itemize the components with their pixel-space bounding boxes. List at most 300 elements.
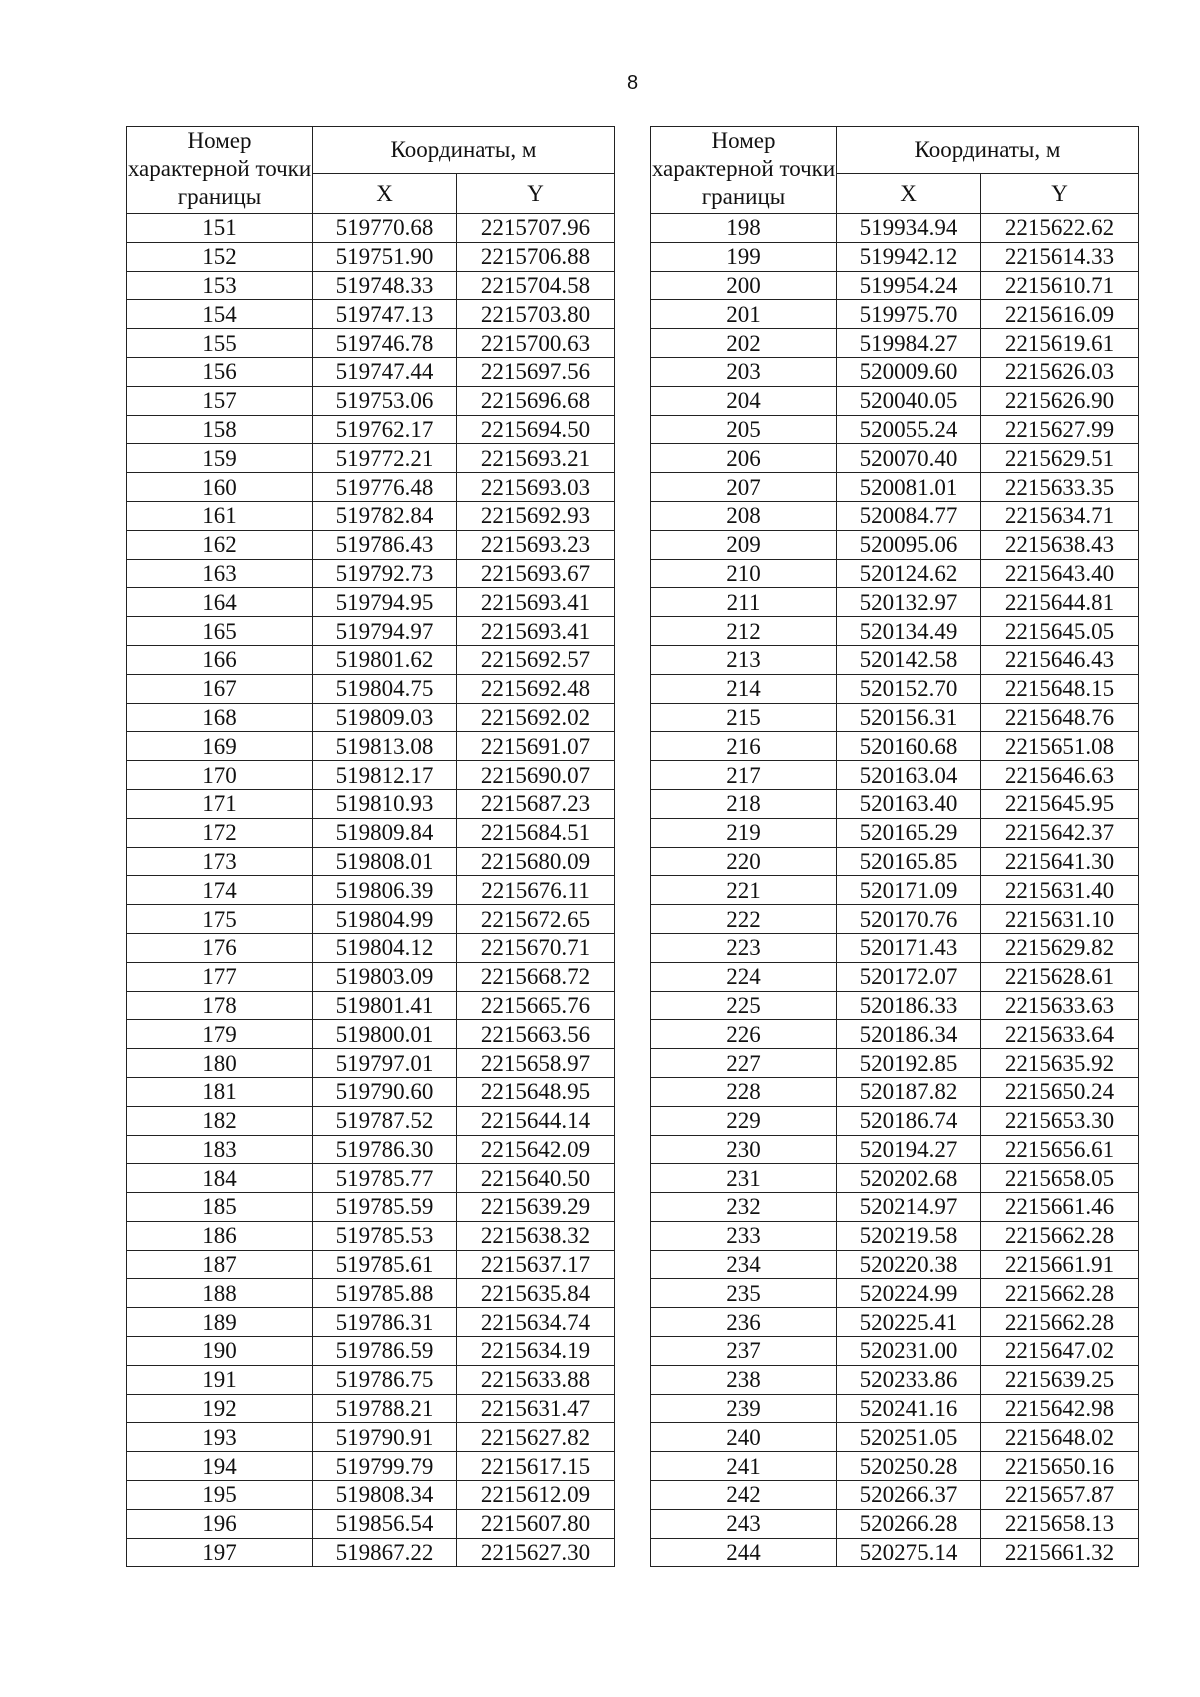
x-coordinate-cell: 519786.75 xyxy=(313,1365,457,1394)
x-coordinate-cell: 519867.22 xyxy=(313,1538,457,1567)
point-number-cell: 153 xyxy=(127,271,313,300)
y-coordinate-cell: 2215619.61 xyxy=(981,329,1139,358)
x-coordinate-cell: 520233.86 xyxy=(837,1365,981,1394)
point-number-cell: 161 xyxy=(127,501,313,530)
x-coordinate-cell: 520186.33 xyxy=(837,991,981,1020)
table-row xyxy=(651,761,1139,790)
y-coordinate-cell: 2215639.29 xyxy=(457,1193,615,1222)
table-row xyxy=(651,1279,1139,1308)
y-coordinate-cell: 2215658.97 xyxy=(457,1049,615,1078)
y-header: Y xyxy=(981,173,1139,213)
point-number-cell: 236 xyxy=(651,1308,837,1337)
table-row xyxy=(651,1077,1139,1106)
y-coordinate-cell: 2215693.03 xyxy=(457,473,615,502)
x-coordinate-cell: 519785.53 xyxy=(313,1221,457,1250)
point-number-cell: 229 xyxy=(651,1106,837,1135)
table-row xyxy=(127,357,615,386)
x-coordinate-cell: 519772.21 xyxy=(313,444,457,473)
point-number-cell: 220 xyxy=(651,847,837,876)
point-number-cell: 159 xyxy=(127,444,313,473)
table-row xyxy=(651,645,1139,674)
y-coordinate-cell: 2215642.37 xyxy=(981,818,1139,847)
table-row xyxy=(651,1337,1139,1366)
point-number-cell: 210 xyxy=(651,559,837,588)
x-coordinate-cell: 520132.97 xyxy=(837,588,981,617)
x-coordinate-cell: 520163.40 xyxy=(837,789,981,818)
table-row xyxy=(127,905,615,934)
point-number-cell: 186 xyxy=(127,1221,313,1250)
x-coordinate-cell: 519975.70 xyxy=(837,300,981,329)
x-coordinate-cell: 519770.68 xyxy=(313,214,457,243)
y-coordinate-cell: 2215661.46 xyxy=(981,1193,1139,1222)
table-row xyxy=(127,1337,615,1366)
table-row xyxy=(651,386,1139,415)
y-coordinate-cell: 2215644.14 xyxy=(457,1106,615,1135)
point-number-cell: 185 xyxy=(127,1193,313,1222)
y-coordinate-cell: 2215607.80 xyxy=(457,1509,615,1538)
table-row xyxy=(127,1221,615,1250)
x-coordinate-cell: 519801.41 xyxy=(313,991,457,1020)
y-coordinate-cell: 2215657.87 xyxy=(981,1481,1139,1510)
table-row xyxy=(651,789,1139,818)
y-header: Y xyxy=(457,173,615,213)
x-coordinate-cell: 519934.94 xyxy=(837,214,981,243)
y-coordinate-cell: 2215650.24 xyxy=(981,1077,1139,1106)
point-number-cell: 197 xyxy=(127,1538,313,1567)
point-number-cell: 164 xyxy=(127,588,313,617)
x-coordinate-cell: 520231.00 xyxy=(837,1337,981,1366)
table-row xyxy=(651,847,1139,876)
table-row xyxy=(651,1452,1139,1481)
table-row xyxy=(127,1193,615,1222)
point-number-cell: 239 xyxy=(651,1394,837,1423)
table-row xyxy=(651,214,1139,243)
table-row xyxy=(127,1250,615,1279)
point-number-cell: 173 xyxy=(127,847,313,876)
point-number-cell: 217 xyxy=(651,761,837,790)
table-row xyxy=(127,329,615,358)
y-coordinate-cell: 2215651.08 xyxy=(981,732,1139,761)
x-coordinate-cell: 519747.44 xyxy=(313,357,457,386)
table-row xyxy=(651,1394,1139,1423)
table-row xyxy=(651,1250,1139,1279)
x-header: X xyxy=(313,173,457,213)
table-row xyxy=(651,415,1139,444)
y-coordinate-cell: 2215658.05 xyxy=(981,1164,1139,1193)
table-body-left xyxy=(127,214,615,1567)
x-coordinate-cell: 520171.09 xyxy=(837,876,981,905)
y-coordinate-cell: 2215656.61 xyxy=(981,1135,1139,1164)
table-row xyxy=(651,1135,1139,1164)
point-number-cell: 244 xyxy=(651,1538,837,1567)
y-coordinate-cell: 2215661.32 xyxy=(981,1538,1139,1567)
point-number-cell: 188 xyxy=(127,1279,313,1308)
table-body-right xyxy=(651,214,1139,1567)
table-row xyxy=(651,530,1139,559)
point-number-cell: 178 xyxy=(127,991,313,1020)
point-number-cell: 189 xyxy=(127,1308,313,1337)
point-number-cell: 216 xyxy=(651,732,837,761)
table-row xyxy=(127,271,615,300)
point-number-cell: 158 xyxy=(127,415,313,444)
y-coordinate-cell: 2215642.09 xyxy=(457,1135,615,1164)
table-row xyxy=(651,617,1139,646)
y-coordinate-cell: 2215687.23 xyxy=(457,789,615,818)
point-number-cell: 167 xyxy=(127,674,313,703)
table-row xyxy=(127,1538,615,1567)
y-coordinate-cell: 2215693.67 xyxy=(457,559,615,588)
point-number-cell: 214 xyxy=(651,674,837,703)
x-coordinate-cell: 520251.05 xyxy=(837,1423,981,1452)
table-row xyxy=(651,329,1139,358)
y-coordinate-cell: 2215635.84 xyxy=(457,1279,615,1308)
point-number-cell: 240 xyxy=(651,1423,837,1452)
y-coordinate-cell: 2215646.43 xyxy=(981,645,1139,674)
x-coordinate-cell: 519785.61 xyxy=(313,1250,457,1279)
point-number-cell: 181 xyxy=(127,1077,313,1106)
x-coordinate-cell: 520163.04 xyxy=(837,761,981,790)
y-coordinate-cell: 2215691.07 xyxy=(457,732,615,761)
point-number-cell: 209 xyxy=(651,530,837,559)
x-coordinate-cell: 520186.74 xyxy=(837,1106,981,1135)
x-coordinate-cell: 520152.70 xyxy=(837,674,981,703)
point-number-cell: 165 xyxy=(127,617,313,646)
point-number-cell: 212 xyxy=(651,617,837,646)
table-row xyxy=(127,1020,615,1049)
y-coordinate-cell: 2215693.41 xyxy=(457,588,615,617)
y-coordinate-cell: 2215628.61 xyxy=(981,962,1139,991)
point-number-cell: 202 xyxy=(651,329,837,358)
y-coordinate-cell: 2215650.16 xyxy=(981,1452,1139,1481)
table-row xyxy=(651,703,1139,732)
point-number-cell: 243 xyxy=(651,1509,837,1538)
y-coordinate-cell: 2215704.58 xyxy=(457,271,615,300)
y-coordinate-cell: 2215642.98 xyxy=(981,1394,1139,1423)
point-number-cell: 194 xyxy=(127,1452,313,1481)
point-number-cell: 230 xyxy=(651,1135,837,1164)
table-row xyxy=(127,732,615,761)
y-coordinate-cell: 2215676.11 xyxy=(457,876,615,905)
x-coordinate-cell: 520095.06 xyxy=(837,530,981,559)
table-row xyxy=(651,1020,1139,1049)
point-number-cell: 168 xyxy=(127,703,313,732)
x-coordinate-cell: 519799.79 xyxy=(313,1452,457,1481)
y-coordinate-cell: 2215693.21 xyxy=(457,444,615,473)
x-coordinate-cell: 520250.28 xyxy=(837,1452,981,1481)
point-number-cell: 163 xyxy=(127,559,313,588)
y-coordinate-cell: 2215647.02 xyxy=(981,1337,1139,1366)
y-coordinate-cell: 2215693.23 xyxy=(457,530,615,559)
point-number-cell: 225 xyxy=(651,991,837,1020)
point-number-cell: 222 xyxy=(651,905,837,934)
y-coordinate-cell: 2215692.02 xyxy=(457,703,615,732)
y-coordinate-cell: 2215662.28 xyxy=(981,1279,1139,1308)
y-coordinate-cell: 2215692.93 xyxy=(457,501,615,530)
table-row xyxy=(127,933,615,962)
table-row xyxy=(651,818,1139,847)
x-coordinate-cell: 519804.99 xyxy=(313,905,457,934)
table-row xyxy=(127,415,615,444)
table-row xyxy=(651,588,1139,617)
table-row xyxy=(651,242,1139,271)
point-number-cell: 151 xyxy=(127,214,313,243)
table-row xyxy=(127,1394,615,1423)
table-row xyxy=(127,645,615,674)
y-coordinate-cell: 2215645.95 xyxy=(981,789,1139,818)
point-number-cell: 154 xyxy=(127,300,313,329)
point-number-cell: 155 xyxy=(127,329,313,358)
table-row xyxy=(127,530,615,559)
y-coordinate-cell: 2215617.15 xyxy=(457,1452,615,1481)
x-coordinate-cell: 520225.41 xyxy=(837,1308,981,1337)
point-number-cell: 191 xyxy=(127,1365,313,1394)
x-coordinate-cell: 520009.60 xyxy=(837,357,981,386)
x-coordinate-cell: 520170.76 xyxy=(837,905,981,934)
x-coordinate-cell: 520165.85 xyxy=(837,847,981,876)
point-number-cell: 238 xyxy=(651,1365,837,1394)
point-number-cell: 166 xyxy=(127,645,313,674)
x-coordinate-cell: 519786.31 xyxy=(313,1308,457,1337)
x-coordinate-cell: 519782.84 xyxy=(313,501,457,530)
y-coordinate-cell: 2215626.03 xyxy=(981,357,1139,386)
y-coordinate-cell: 2215633.64 xyxy=(981,1020,1139,1049)
x-coordinate-cell: 519812.17 xyxy=(313,761,457,790)
table-row xyxy=(651,1049,1139,1078)
table-row xyxy=(651,1221,1139,1250)
x-coordinate-cell: 520214.97 xyxy=(837,1193,981,1222)
x-coordinate-cell: 519809.03 xyxy=(313,703,457,732)
point-number-cell: 160 xyxy=(127,473,313,502)
table-row xyxy=(127,789,615,818)
point-number-cell: 219 xyxy=(651,818,837,847)
table-row xyxy=(651,732,1139,761)
table-row xyxy=(651,559,1139,588)
point-number-cell: 157 xyxy=(127,386,313,415)
y-coordinate-cell: 2215662.28 xyxy=(981,1221,1139,1250)
x-coordinate-cell: 519762.17 xyxy=(313,415,457,444)
point-number-cell: 233 xyxy=(651,1221,837,1250)
y-coordinate-cell: 2215697.56 xyxy=(457,357,615,386)
x-coordinate-cell: 519751.90 xyxy=(313,242,457,271)
x-coordinate-cell: 520266.37 xyxy=(837,1481,981,1510)
x-coordinate-cell: 519813.08 xyxy=(313,732,457,761)
table-row xyxy=(127,876,615,905)
y-coordinate-cell: 2215641.30 xyxy=(981,847,1139,876)
point-number-cell: 174 xyxy=(127,876,313,905)
y-coordinate-cell: 2215646.63 xyxy=(981,761,1139,790)
table-row xyxy=(127,703,615,732)
point-number-cell: 176 xyxy=(127,933,313,962)
y-coordinate-cell: 2215629.51 xyxy=(981,444,1139,473)
x-coordinate-cell: 520187.82 xyxy=(837,1077,981,1106)
y-coordinate-cell: 2215634.71 xyxy=(981,501,1139,530)
x-coordinate-cell: 520156.31 xyxy=(837,703,981,732)
table-row xyxy=(651,1538,1139,1567)
point-number-cell: 179 xyxy=(127,1020,313,1049)
table-row xyxy=(651,1164,1139,1193)
x-coordinate-cell: 519776.48 xyxy=(313,473,457,502)
y-coordinate-cell: 2215640.50 xyxy=(457,1164,615,1193)
point-number-cell: 203 xyxy=(651,357,837,386)
x-coordinate-cell: 520219.58 xyxy=(837,1221,981,1250)
point-number-cell: 218 xyxy=(651,789,837,818)
table-row xyxy=(651,444,1139,473)
x-coordinate-cell: 520266.28 xyxy=(837,1509,981,1538)
table-row xyxy=(651,1509,1139,1538)
y-coordinate-cell: 2215638.43 xyxy=(981,530,1139,559)
y-coordinate-cell: 2215653.30 xyxy=(981,1106,1139,1135)
y-coordinate-cell: 2215648.76 xyxy=(981,703,1139,732)
point-number-cell: 180 xyxy=(127,1049,313,1078)
y-coordinate-cell: 2215616.09 xyxy=(981,300,1139,329)
y-coordinate-cell: 2215694.50 xyxy=(457,415,615,444)
point-number-cell: 156 xyxy=(127,357,313,386)
table-row xyxy=(127,1049,615,1078)
point-number-cell: 162 xyxy=(127,530,313,559)
point-number-cell: 193 xyxy=(127,1423,313,1452)
x-coordinate-cell: 519808.01 xyxy=(313,847,457,876)
y-coordinate-cell: 2215614.33 xyxy=(981,242,1139,271)
x-coordinate-cell: 519747.13 xyxy=(313,300,457,329)
y-coordinate-cell: 2215643.40 xyxy=(981,559,1139,588)
table-row xyxy=(651,473,1139,502)
x-coordinate-cell: 519806.39 xyxy=(313,876,457,905)
y-coordinate-cell: 2215634.74 xyxy=(457,1308,615,1337)
x-coordinate-cell: 519746.78 xyxy=(313,329,457,358)
x-coordinate-cell: 519803.09 xyxy=(313,962,457,991)
table-row xyxy=(127,962,615,991)
point-number-cell: 232 xyxy=(651,1193,837,1222)
x-coordinate-cell: 519804.75 xyxy=(313,674,457,703)
point-number-cell: 152 xyxy=(127,242,313,271)
table-row xyxy=(651,933,1139,962)
y-coordinate-cell: 2215693.41 xyxy=(457,617,615,646)
x-coordinate-cell: 519787.52 xyxy=(313,1106,457,1135)
point-number-cell: 196 xyxy=(127,1509,313,1538)
y-coordinate-cell: 2215665.76 xyxy=(457,991,615,1020)
table-row xyxy=(651,357,1139,386)
x-coordinate-cell: 520192.85 xyxy=(837,1049,981,1078)
point-number-cell: 242 xyxy=(651,1481,837,1510)
table-row xyxy=(127,559,615,588)
y-coordinate-cell: 2215631.40 xyxy=(981,876,1139,905)
y-coordinate-cell: 2215627.82 xyxy=(457,1423,615,1452)
point-number-cell: 221 xyxy=(651,876,837,905)
y-coordinate-cell: 2215706.88 xyxy=(457,242,615,271)
point-number-cell: 182 xyxy=(127,1106,313,1135)
table-row xyxy=(127,1106,615,1135)
x-coordinate-cell: 520224.99 xyxy=(837,1279,981,1308)
table-row xyxy=(127,1164,615,1193)
table-row xyxy=(651,905,1139,934)
table-row xyxy=(127,242,615,271)
x-coordinate-cell: 519786.59 xyxy=(313,1337,457,1366)
y-coordinate-cell: 2215631.10 xyxy=(981,905,1139,934)
point-number-cell: 241 xyxy=(651,1452,837,1481)
y-coordinate-cell: 2215684.51 xyxy=(457,818,615,847)
point-number-cell: 172 xyxy=(127,818,313,847)
x-coordinate-cell: 519785.77 xyxy=(313,1164,457,1193)
y-coordinate-cell: 2215672.65 xyxy=(457,905,615,934)
y-coordinate-cell: 2215633.88 xyxy=(457,1365,615,1394)
y-coordinate-cell: 2215692.57 xyxy=(457,645,615,674)
y-coordinate-cell: 2215610.71 xyxy=(981,271,1139,300)
table-row xyxy=(127,214,615,243)
y-coordinate-cell: 2215612.09 xyxy=(457,1481,615,1510)
point-number-cell: 198 xyxy=(651,214,837,243)
point-number-cell: 231 xyxy=(651,1164,837,1193)
x-coordinate-cell: 520142.58 xyxy=(837,645,981,674)
table-row xyxy=(127,847,615,876)
point-number-cell: 169 xyxy=(127,732,313,761)
y-coordinate-cell: 2215644.81 xyxy=(981,588,1139,617)
table-row xyxy=(127,444,615,473)
y-coordinate-cell: 2215634.19 xyxy=(457,1337,615,1366)
point-number-cell: 223 xyxy=(651,933,837,962)
x-coordinate-cell: 520172.07 xyxy=(837,962,981,991)
table-row xyxy=(127,674,615,703)
x-coordinate-cell: 519748.33 xyxy=(313,271,457,300)
coordinates-table-right xyxy=(650,126,1139,1567)
point-number-header: Номер характерной точки границы xyxy=(651,127,837,214)
point-number-cell: 195 xyxy=(127,1481,313,1510)
y-coordinate-cell: 2215663.56 xyxy=(457,1020,615,1049)
table-row xyxy=(127,1481,615,1510)
x-coordinate-cell: 519954.24 xyxy=(837,271,981,300)
x-coordinate-cell: 519984.27 xyxy=(837,329,981,358)
y-coordinate-cell: 2215637.17 xyxy=(457,1250,615,1279)
page-number: 8 xyxy=(626,72,639,94)
point-number-cell: 201 xyxy=(651,300,837,329)
table-row xyxy=(651,1308,1139,1337)
table-row xyxy=(651,674,1139,703)
x-coordinate-cell: 520134.49 xyxy=(837,617,981,646)
point-number-cell: 199 xyxy=(651,242,837,271)
x-coordinate-cell: 520055.24 xyxy=(837,415,981,444)
table-row xyxy=(127,300,615,329)
point-number-cell: 234 xyxy=(651,1250,837,1279)
x-coordinate-cell: 520186.34 xyxy=(837,1020,981,1049)
y-coordinate-cell: 2215662.28 xyxy=(981,1308,1139,1337)
point-number-cell: 227 xyxy=(651,1049,837,1078)
point-number-cell: 224 xyxy=(651,962,837,991)
y-coordinate-cell: 2215627.99 xyxy=(981,415,1139,444)
y-coordinate-cell: 2215633.35 xyxy=(981,473,1139,502)
table-row xyxy=(127,1308,615,1337)
point-number-cell: 226 xyxy=(651,1020,837,1049)
table-row xyxy=(127,991,615,1020)
x-coordinate-cell: 519797.01 xyxy=(313,1049,457,1078)
y-coordinate-cell: 2215635.92 xyxy=(981,1049,1139,1078)
y-coordinate-cell: 2215707.96 xyxy=(457,214,615,243)
table-row xyxy=(127,1509,615,1538)
point-number-cell: 170 xyxy=(127,761,313,790)
point-number-cell: 208 xyxy=(651,501,837,530)
y-coordinate-cell: 2215633.63 xyxy=(981,991,1139,1020)
point-number-cell: 192 xyxy=(127,1394,313,1423)
y-coordinate-cell: 2215645.05 xyxy=(981,617,1139,646)
point-number-cell: 200 xyxy=(651,271,837,300)
y-coordinate-cell: 2215648.95 xyxy=(457,1077,615,1106)
y-coordinate-cell: 2215690.07 xyxy=(457,761,615,790)
x-coordinate-cell: 519942.12 xyxy=(837,242,981,271)
x-coordinate-cell: 519794.95 xyxy=(313,588,457,617)
x-coordinate-cell: 519785.88 xyxy=(313,1279,457,1308)
table-row xyxy=(651,876,1139,905)
x-coordinate-cell: 519792.73 xyxy=(313,559,457,588)
point-number-cell: 215 xyxy=(651,703,837,732)
point-number-cell: 211 xyxy=(651,588,837,617)
